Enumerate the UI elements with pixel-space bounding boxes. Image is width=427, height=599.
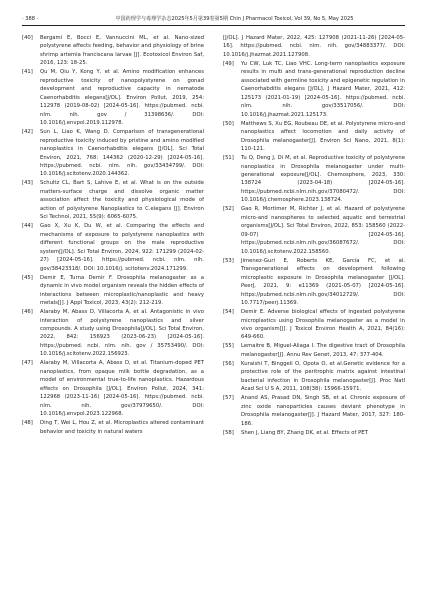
reference-item [223, 308, 405, 342]
reference-number: [55] [223, 343, 234, 350]
reference-number: [58] [223, 429, 234, 436]
reference-number: [44] [22, 223, 33, 230]
reference-number: [53] [223, 257, 234, 264]
reference-text: Demir E. Adverse biological effects of ingested polystyrene microplastics using Drosophila melanogaster as a model in vivo organism[J]. J Toxicol Environ Health A, 2021, 84(16): 649-660. [241, 309, 405, 341]
reference-text: Demir E, Turna Demir F. Drosophila melanogaster as a dynamic in vivo model organism reveals the hidden effects of interactions between microplastic/nanoplastic and heavy metals[J]. J Appl Toxicol, 2023, 43(2): 212-219. [40, 274, 204, 307]
journal-running-head: 中国药理学与毒理学杂志2025年5月第39卷第5期 Chin J Pharmacol Toxicol, Vol 39, No 5, May 2025 [115, 16, 354, 22]
page-header [22, 13, 405, 25]
reference-item [223, 257, 405, 308]
reference-item [22, 274, 204, 308]
reference-text: Gao X, Xu K, Du W, et al. Comparing the effects and mechanisms of exposure to polystyrene nanoplastics with different functional groups on the male reproductive system[J/OL]. Sci Total Environ, 2024, 922: 171299 (2024-02-27) [2024-05-16]. https://pubmed. ncbi. nlm. nih. gov/38423318/. DOI: 10.1016/j. scitotenv.2024.171299. [40, 223, 204, 272]
reference-text: Qu M, Qiu Y, Kong Y, et al. Amino modification enhances reproductive toxicity of nanopolystyrene on gonad development and reproductive capacity in nematode Caenorhabditis elegans[J/OL]. Environ Pollut, 2019, 254: 112978 (2019-08-02) [2024-05-16]. https://pubmed. ncbi. nlm. nih. gov / 31398636/. DOI: 10.1016/j.envpol.2019.112978. [40, 69, 204, 127]
reference-item [22, 222, 204, 273]
reference-text: Alaraby M, Abass D, Villacorta A, et al. Antagonistic in vivo interaction of polystyrene nanoplastics and silver compounds. A study using Drosophila[J/OL]. Sci Total Environ, 2022, 842: 156923 (2023-06-23) [2024-05-16]. https://pubmed. ncbi. nlm. nih. gov / 35753490/. DOI: 10.1016/j.scitotenv.2022.156923. [40, 309, 204, 358]
reference-number: [45] [22, 274, 33, 281]
reference-number: [43] [22, 180, 33, 187]
reference-item [223, 394, 405, 428]
page-number: · 388 · [22, 16, 39, 22]
reference-number: [48] [22, 420, 33, 427]
reference-item [22, 179, 204, 221]
reference-text: Sun L, Liao K, Wang D. Comparison of transgenerational reproductive toxicity induced by pristine and amino modified nanoplastics in Caenorhabditis elegans [J/OL]. Sci Total Environ, 2021, 768: 144362 (2020-12-29) [2024-05-16]. https://pubmed. ncbi. nlm. nih. gov/33434799/. DOI: 10.1016/j.scitotenv.2020.144362. [40, 129, 204, 178]
left-reference-column [22, 34, 204, 582]
reference-item [22, 359, 204, 418]
reference-number: [56] [223, 360, 234, 367]
reference-number: [50] [223, 120, 234, 127]
reference-number: [46] [22, 309, 33, 316]
reference-number: [57] [223, 395, 234, 402]
reference-number: [52] [223, 206, 234, 213]
reference-text: Ding T, Wei L, Hou Z, et al. Microplastics altered contaminant behavior and toxicity in natural waters [40, 420, 204, 435]
reference-text: Jimenez-Guri E, Roberts KE, García FC, et al. Transgenerational effects on development following microplastic exposure in Drosophila melanogaster [J/OL]. PeerJ, 2021, 9: e11369 (2021-05-07) [2024-05-16]. https://pubmed.ncbi.nlm.nih.gov/34012729/. DOI: 10.7717/peerj.11369. [241, 257, 405, 307]
reference-item [22, 68, 204, 127]
reference-text: Schultz CL, Bart S, Lahive E, et al. What is on the outside matters-surface charge and dissolve organic matter association affect the toxicity and physiological mode of action of polystyrene Nanoplastics to C.elegans [J]. Environ Sci Technol, 2021, 55(9): 6065-6075. [40, 180, 204, 221]
reference-text: Bergami E, Bocci E, Vannuccini ML, et al. Nano-sized polystyrene affects feeding, behavior and physiology of brine shrimp artemia franciscana larvae [J]. Ecotoxicol Environ Saf, 2016, 123: 18-25. [40, 35, 204, 67]
reference-number: [41] [22, 69, 33, 76]
reference-item [223, 342, 405, 359]
reference-number: [40] [22, 35, 33, 41]
reference-continuation: [J/OL]. J Hazard Mater, 2022, 425: 127908 (2021-11-26) [2024-05-16]. https://pubmed. ncbi. nlm. nih. gov/34883377/. DOI: 10.1016/j.jhazmat.2021.127908. [223, 35, 405, 58]
header-rule [22, 25, 405, 26]
reference-item [223, 360, 405, 394]
reference-number: [42] [22, 129, 33, 136]
reference-number: [47] [22, 360, 33, 367]
reference-text: Alaraby M, Villacorta A, Abass D, et al. Titanium-doped PET nanoplastics, from opaque milk bottle degradation, as a model of environmental true-to-life nanoplastics. Hazardous effects on Drosophila [J/OL]. Environ Pollut, 2024, 341: 122968 (2023-11-16) [2024-05-16]. https://pubmed. ncbi. nlm. nih. gov/37979650/. DOI: 10.1016/j.envpol.2023.122968. [40, 360, 204, 418]
reference-text: Yu CW, Luk TC, Liao VHC. Long-term nanoplastics exposure results in multi and trans-generational reproduction decline associated with germline toxicity and epigenetic regulation in Caenorhabditis elegans [J/OL]. J Hazard Mater, 2021, 412: 125173 (2021-01-19) [2024-05-16]. https://pubmed. ncbi. nlm. nih. gov/33517056/. DOI: 10.1016/j.jhazmat.2021.125173. [241, 60, 405, 118]
right-reference-column [223, 34, 405, 582]
reference-text: Matthews S, Xu EG, Roubeau DE, et al. Polystyrene micro-and nanoplastics affect locomotion and daily activity of Drosophila melanogaster[J]. Environ Sci Nano, 2021, 8(1): 110-121. [241, 120, 405, 153]
reference-item [223, 60, 405, 119]
reference-item [223, 429, 405, 437]
reference-number: [49] [223, 60, 234, 67]
reference-number: [51] [223, 155, 234, 162]
reference-text: Tu Q, Deng J, Di M, et al. Reproductive toxicity of polystyrene nanoplastics in Drosophila melanogaster under multi-generational exposure[J/OL]. Chemosphere, 2023, 330: 138724 (2023-04-18) [2024-05-16]. https://pubmed.ncbi.nlm.nih.gov/37080472/. DOI: 10.1016/j.chemosphere.2023.138724. [241, 155, 405, 204]
reference-item [22, 308, 204, 359]
reference-text: Lemaitre B, Miguel-Aliaga I. The digestive tract of Drosophila melanogaster[J]. Annu Rev Genet, 2013, 47: 377-404. [241, 343, 405, 358]
reference-item [223, 120, 405, 154]
reference-text: Anand AS, Prasad DN, Singh SB, et al. Chronic exposure of zinc oxide nanoparticles causes deviant phenotype in Drosophila melanogaster[J]. J Hazard Mater, 2017, 327: 180-186. [241, 395, 405, 427]
reference-text: Shen J, Liang BY, Zhang DK, et al. Effects of PET [241, 429, 368, 436]
reference-item [223, 154, 405, 205]
reference-item [22, 419, 204, 436]
reference-item [22, 34, 204, 68]
reference-item [223, 205, 405, 256]
reference-number: [54] [223, 309, 234, 316]
reference-text: Kuraishi T, Binggeli O, Opota O, et al.Genetic evidence for a protective role of the peritrophic matrix against intestinal bacterial infection in Drosophila melanogaster[J]. Proc Natl Acad Sci U S A, 2011, 108(38): 15966-15971. [241, 360, 405, 393]
reference-item [22, 128, 204, 179]
reference-text: Gao R, Mortimer M, Richter J, et al. Hazard of polystyrene micro-and nanospheres to selected aquatic and terrestrial organisms[J/OL]. Sci Total Environ, 2022, 853: 158560 (2022-09-07) [2024-05-16]. https://pubmed.ncbi.nlm.nih.gov/36087672/. DOI: 10.1016/j.scitotenv.2022.158560. [241, 206, 405, 255]
